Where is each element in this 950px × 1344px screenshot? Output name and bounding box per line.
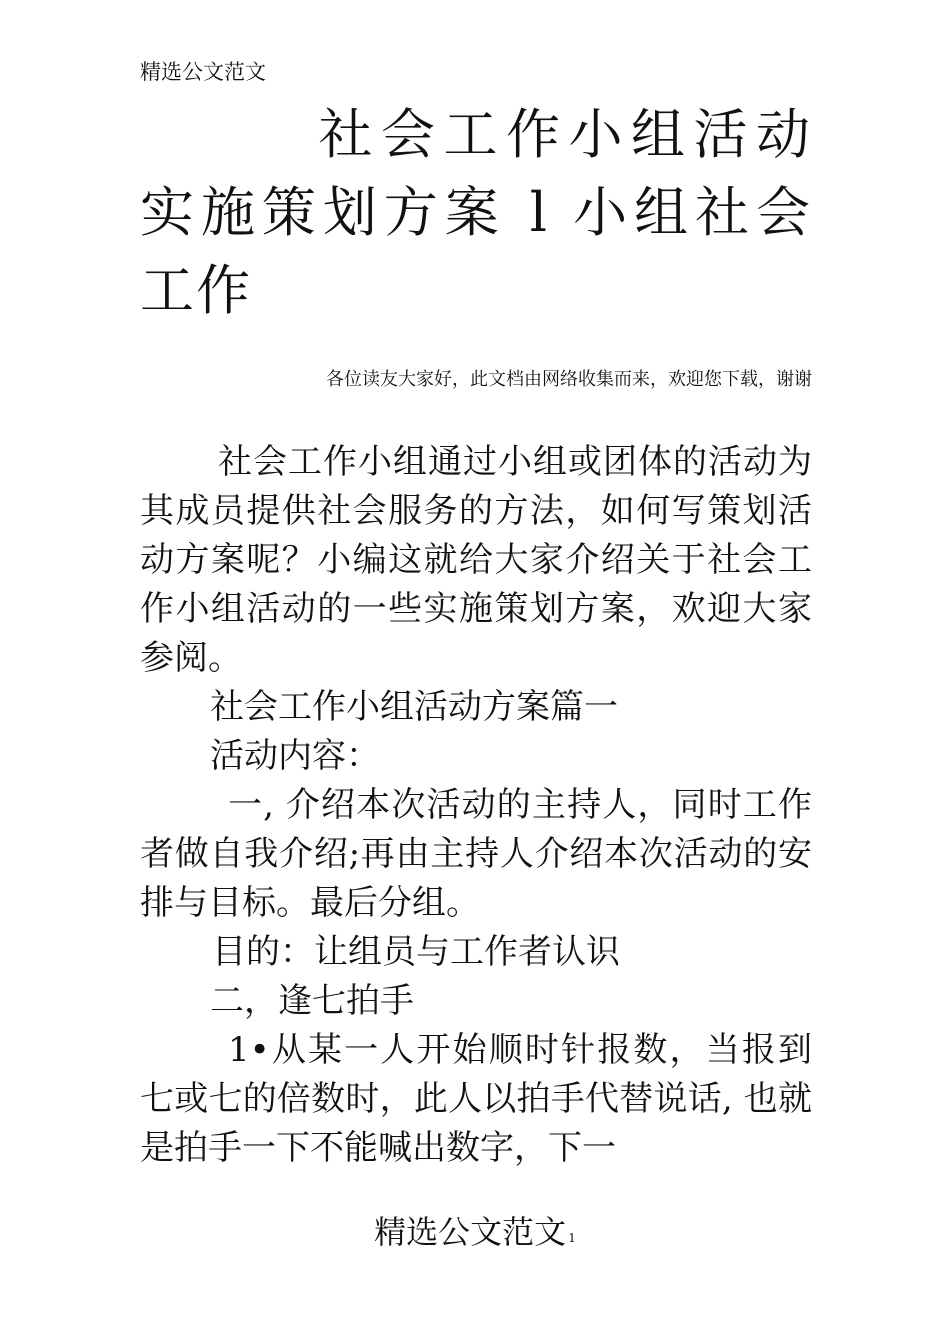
section-title: 社会工作小组活动方案篇一: [210, 687, 618, 727]
intro-paragraph: 社会工作小组通过小组或团体的活动为其成员提供社会服务的方法，如何写策划活动方案呢？小编这就给大家介绍关于社会工作小组活动的一些实施策划方案，欢迎大家参阅。: [140, 442, 812, 678]
page-number: 1: [568, 1231, 576, 1245]
item-two-rule: 1•从某一人开始顺时针报数，当报到七或七的倍数时，此人以拍手代替说话, 也就是拍手一下不能喊出数字，下一: [140, 1030, 812, 1168]
header-label: 精选公文范文: [140, 60, 266, 84]
document-title: [140, 96, 812, 330]
page-footer: [0, 1212, 950, 1252]
document-body: [140, 438, 812, 1173]
item-two-title: 二，逢七拍手: [210, 981, 414, 1021]
title-text: 社会工作小组活动实施策划方案 l 小组社会工作: [140, 103, 812, 322]
content-label: 活动内容：: [210, 736, 380, 776]
footer-label: 精选公文范文: [374, 1213, 567, 1251]
purpose-line: 目的：让组员与工作者认识: [212, 932, 620, 972]
intro-note: 各位读友大家好，此文档由网络收集而来，欢迎您下载，谢谢: [326, 369, 812, 390]
item-one-paragraph: 一, 介绍本次活动的主持人，同时工作者做自我介绍;再由主持人介绍本次活动的安排与目标。最后分组。: [140, 785, 812, 923]
